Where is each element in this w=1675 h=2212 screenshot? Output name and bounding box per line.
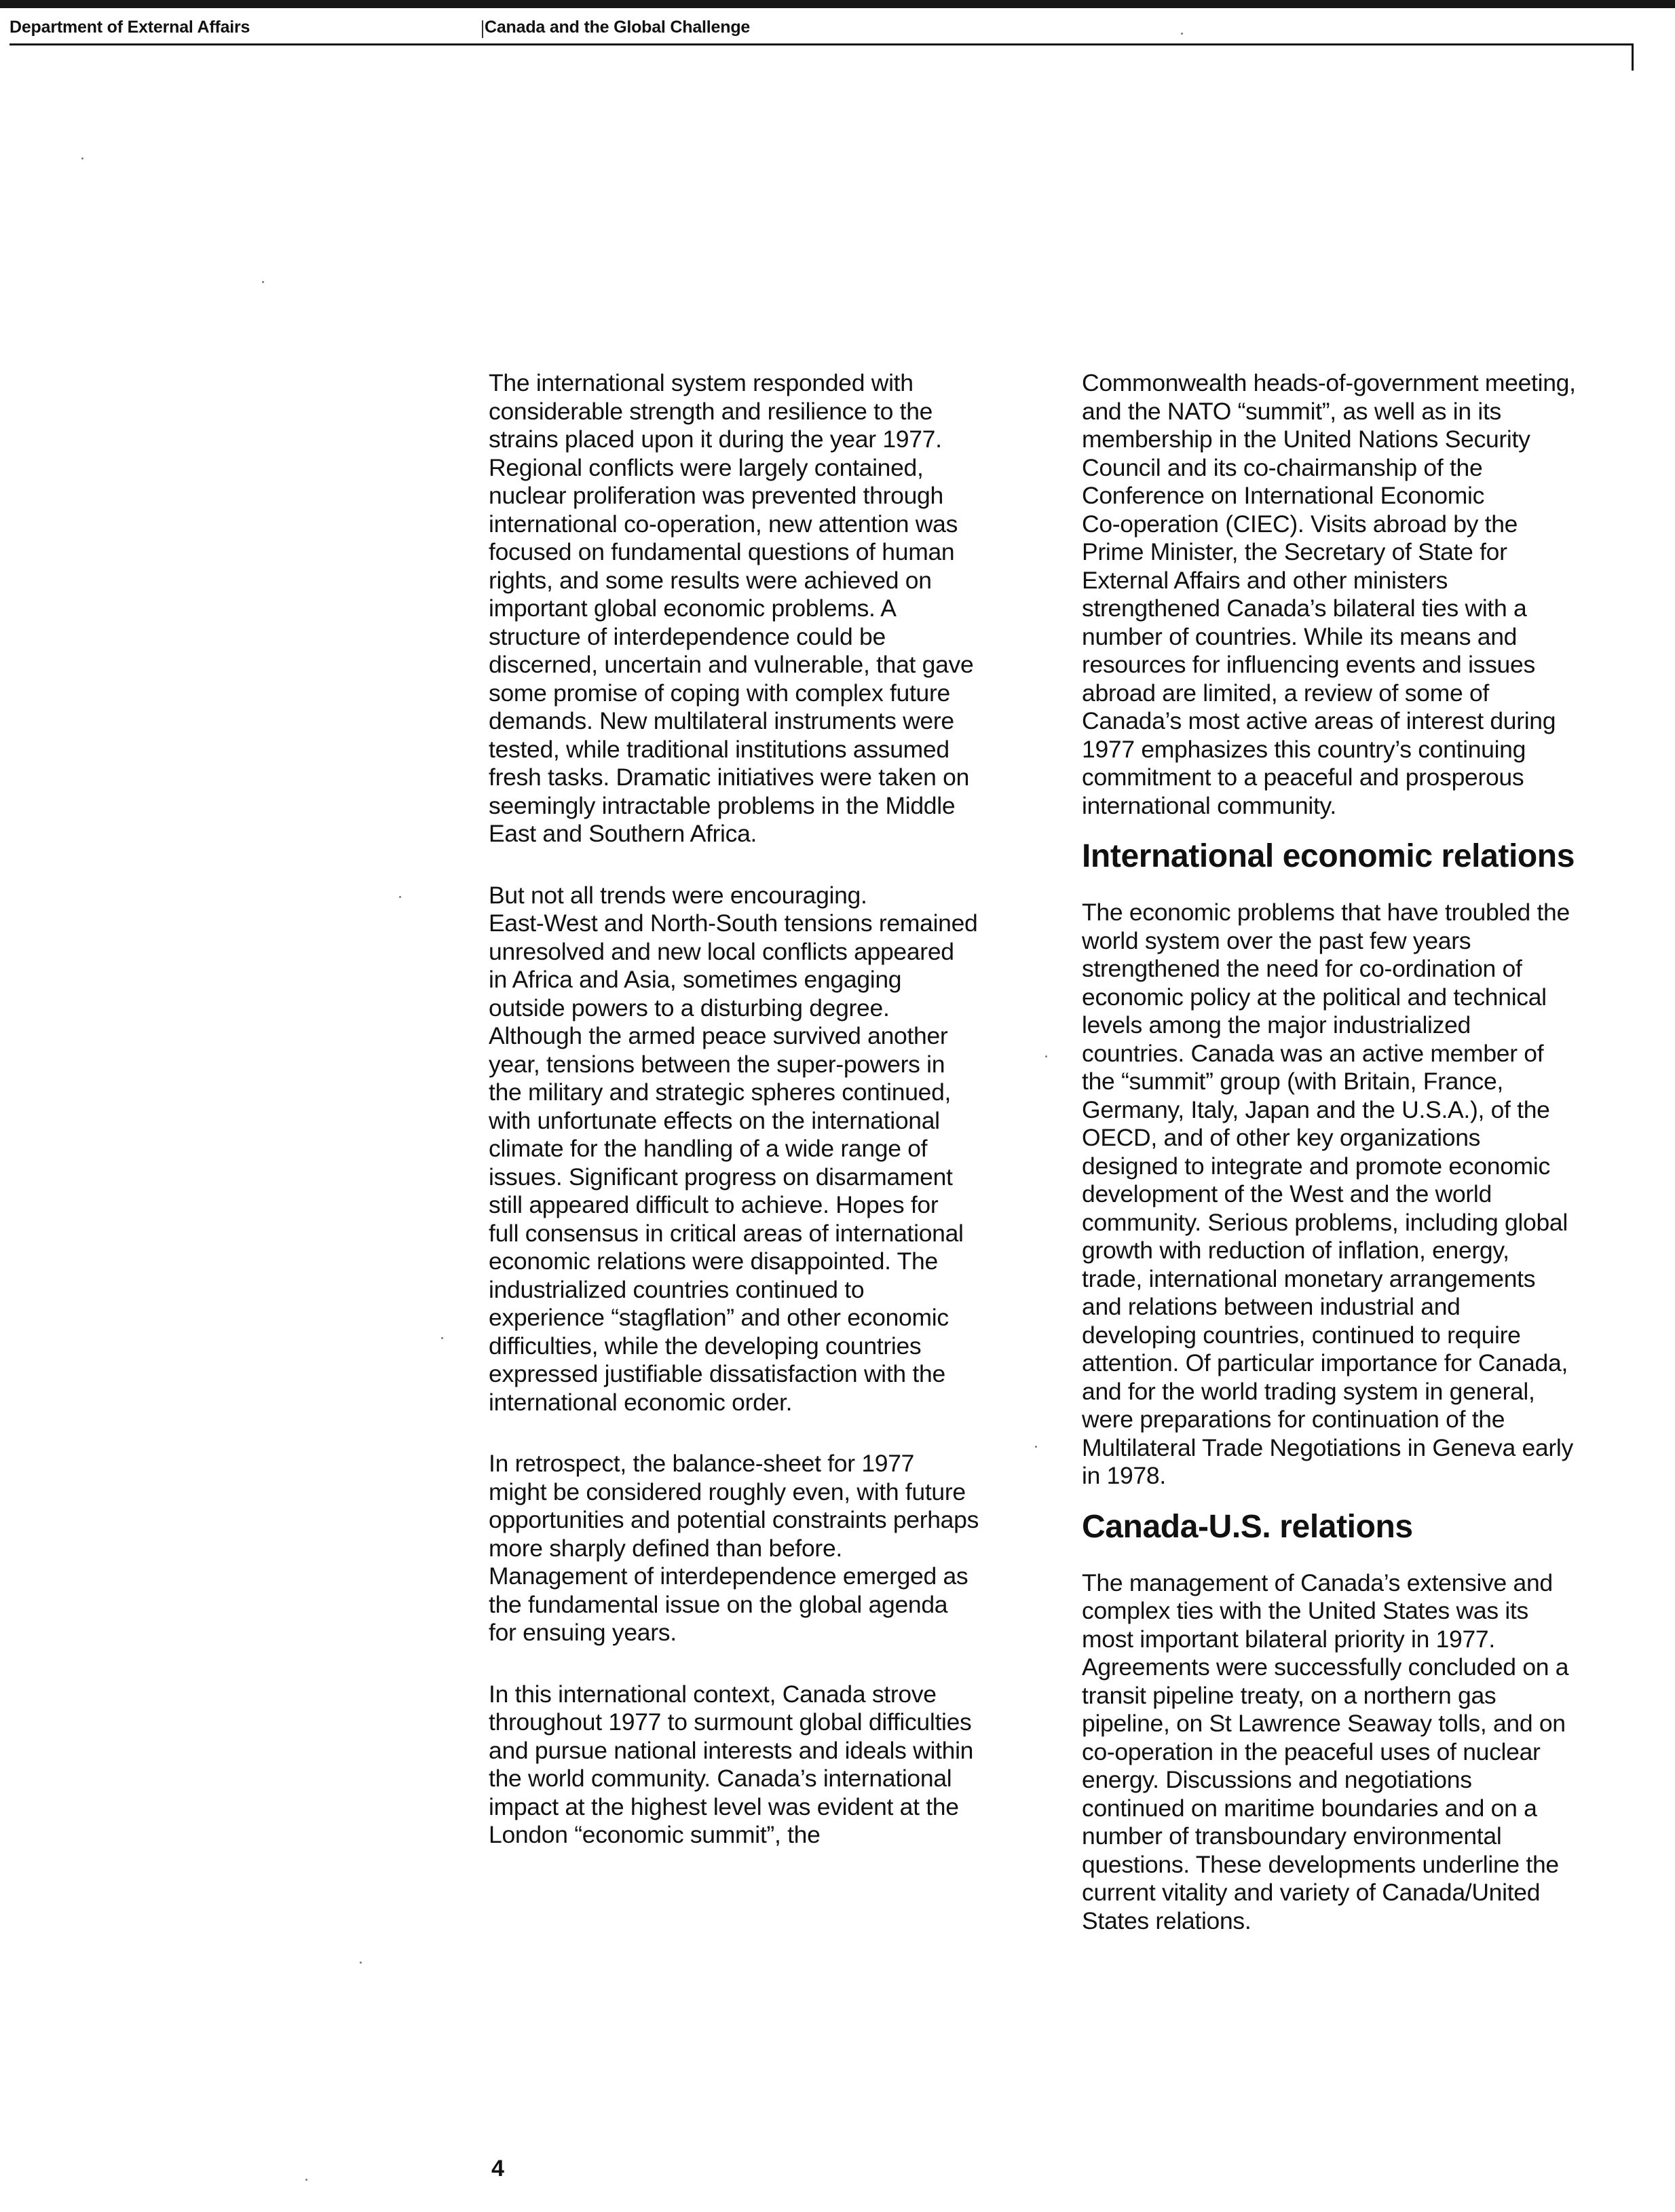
running-header — [10, 16, 1632, 43]
scan-speck — [1035, 1446, 1037, 1448]
header-department: Department of External Affairs — [10, 18, 250, 37]
left-paragraph-4: In this international context, Canada strove throughout 1977 to surmount global difficulties and pursue national interests and ideals within the world community. Canada’s international impact at the highest level was evident at the London “economic summit”, the — [489, 1680, 974, 1848]
scan-speck — [262, 281, 264, 283]
header-rule — [10, 43, 1633, 45]
header-publication-title: Canada and the Global Challenge — [485, 18, 751, 37]
scan-speck — [360, 1962, 362, 1964]
scan-speck — [305, 2179, 307, 2181]
header-rule-corner — [1632, 43, 1634, 71]
right-intro-paragraph: Commonwealth heads-of-government meeting, and the NATO “summit”, as well as in its membership in the United Nations Security Council and its co-chairmanship of the Conference on International Economic Co-operation (CIEC). Visits abroad by the Prime Minister, the Secretary of State for External Affairs and other ministers strengthened Canada’s bilateral ties with a number of countries. While its means and resources for influencing events and issues abroad are limited, a review of some of Canada’s most active areas of interest during 1977 emphasizes this country’s continuing commitment to a peaceful and prosperous international community. — [1082, 369, 1576, 819]
scan-speck — [1045, 1055, 1047, 1057]
scan-speck — [1181, 33, 1183, 35]
scan-speck — [81, 157, 83, 160]
canada-us-relations-paragraph: The management of Canada’s extensive and complex ties with the United States was its most important bilateral priority in 1977. Agreements were successfully concluded on a transit pipeline treaty, on a northern gas pipeline, on St Lawrence Seaway tolls, and on co-operation in the peaceful uses of nuclear energy. Discussions and negotiations continued on maritime boundaries and on a number of transboundary environmental questions. These developments underline the current vitality and variety of Canada/United States relations. — [1082, 1569, 1569, 1934]
right-column — [1082, 369, 1638, 1968]
top-border-bar — [0, 0, 1675, 8]
section-heading-canada-us-relations: Canada-U.S. relations — [1082, 1508, 1413, 1545]
left-paragraph-2: But not all trends were encouraging. East-West and North-South tensions remained unresolved and new local conflicts appeared in Africa and Asia, sometimes engaging outside powers to a disturbing degree. Although the armed peace survived another year, tensions between the super-powers in the military and strategic spheres continued, with unfortunate effects on the international climate for the handling of a wide range of issues. Significant progress on disarmament still appeared difficult to achieve. Hopes for full consensus in critical areas of international economic relations were disappointed. The industrialized countries continued to experience “stagflation” and other economic difficulties, while the developing countries expressed justifiable dissatisfaction with the international economic order. — [489, 881, 978, 1416]
scan-speck — [399, 896, 401, 898]
section-heading-economic-relations: International economic relations — [1082, 838, 1575, 874]
economic-relations-paragraph: The economic problems that have troubled the world system over the past few years strengthened the need for co-ordination of economic policy at the political and technical levels among the major industrialized countries. Canada was an active member of the “summit” group (with Britain, France, Germany, Italy, Japan and the U.S.A.), of the OECD, and of other key organizations designed to integrate and promote economic development of the West and the world community. Serious problems, including global growth with reduction of inflation, energy, trade, international monetary arrangements and relations between industrial and developing countries, continued to require attention. Of particular importance for Canada, and for the world trading system in general, were preparations for continuation of the Multilateral Trade Negotiations in Geneva early in 1978. — [1082, 899, 1573, 1489]
page-number: 4 — [491, 2156, 504, 2181]
left-paragraph-3: In retrospect, the balance-sheet for 1977 might be considered roughly even, with future opportunities and potential constraints perhaps more sharply defined than before. Management of interdependence emerged as the fundamental issue on the global agenda for ensuing years. — [489, 1450, 979, 1646]
left-column — [489, 369, 1032, 1883]
header-separator — [482, 20, 483, 38]
left-paragraph-1: The international system responded with considerable strength and resilience to the strains placed upon it during the year 1977. Regional conflicts were largely contained, nuclear proliferation was prevented through international co-operation, new attention was focused on fundamental questions of human rights, and some results were achieved on important global economic problems. A structure of interdependence could be discerned, uncertain and vulnerable, that gave some promise of coping with complex future demands. New multilateral instruments were tested, while traditional institutions assumed fresh tasks. Dramatic initiatives were taken on seemingly intractable problems in the Middle East and Southern Africa. — [489, 369, 974, 847]
scan-speck — [441, 1337, 443, 1339]
